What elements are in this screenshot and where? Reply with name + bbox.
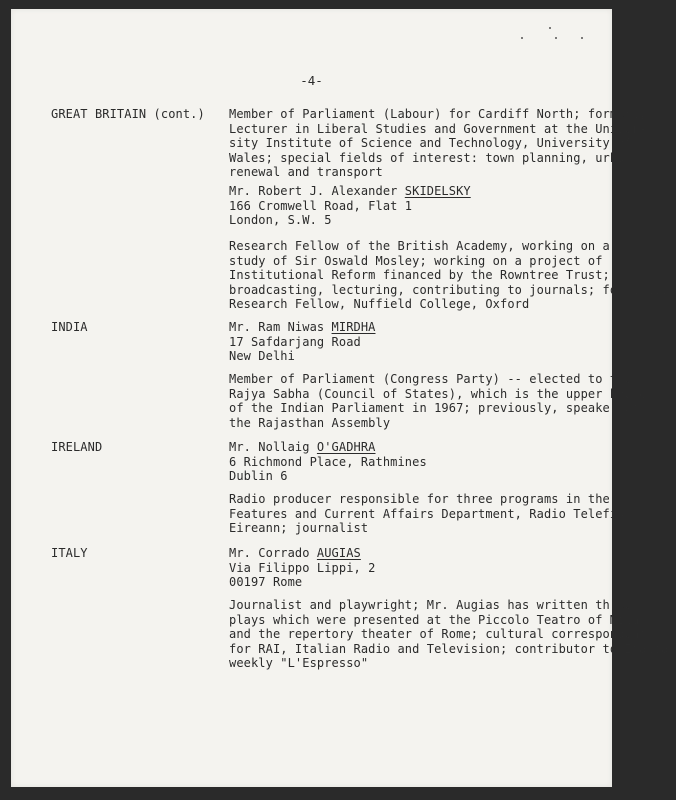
name-prefix: Mr. Corrado [229, 546, 317, 560]
address-line: Via Filippo Lippi, 2 [229, 560, 376, 575]
entry-mirdha [229, 320, 597, 364]
paper-specks [11, 27, 612, 47]
speck [521, 37, 523, 39]
address-line: 166 Cromwell Road, Flat 1 [229, 198, 413, 213]
text-line: Research Fellow, Nuffield College, Oxford [229, 297, 530, 312]
surname: MIRDHA [331, 320, 376, 334]
mirdha-description [229, 372, 647, 430]
text-line: sity Institute of Science and Technology, University of [229, 136, 632, 151]
text-line: Journalist and playwright; Mr. Augias has written three [229, 598, 632, 612]
name-prefix: Mr. Ram Niwas [229, 320, 332, 334]
name-prefix: Mr. Nollaig [229, 440, 317, 454]
surname: O'GADHRA [316, 440, 376, 454]
country-label-italy: ITALY [51, 546, 88, 560]
text-line: plays which were presented at the Piccolo Teatro of Milan [229, 612, 647, 627]
country-label-great-britain: GREAT BRITAIN (cont.) [51, 107, 205, 121]
entry-skidelsky [229, 184, 597, 228]
address-line: 6 Richmond Place, Rathmines [229, 454, 427, 469]
text-line: Eireann; journalist [229, 521, 369, 536]
person-name [229, 546, 597, 561]
country-label-india: INDIA [51, 320, 88, 334]
text-line: Research Fellow of the British Academy, working on a [229, 239, 610, 253]
text-line: Rajya Sabha (Council of States), which is the upper house [229, 386, 647, 401]
document-page [11, 9, 676, 787]
text-line: study of Sir Oswald Mosley; working on a project of [229, 253, 603, 268]
address-line: Dublin 6 [229, 469, 288, 484]
augias-description [229, 598, 676, 671]
country-label-ireland: IRELAND [51, 440, 103, 454]
person-name [229, 184, 597, 199]
text-line: Member of Parliament (Labour) for Cardiff North; formerly, [229, 107, 654, 121]
text-line: Radio producer responsible for three programs in the [229, 492, 610, 506]
name-prefix: Mr. Robert J. Alexander [229, 184, 405, 198]
speck [549, 27, 551, 29]
text-line: Features and Current Affairs Department, Radio Telefis [229, 506, 625, 521]
person-name [229, 440, 597, 455]
skidelsky-description [229, 239, 669, 312]
text-line: weekly "L'Espresso" [229, 656, 369, 671]
text-line: the Rajasthan Assembly [229, 415, 391, 430]
entry-ogadhra [229, 440, 597, 484]
text-line: for RAI, Italian Radio and Television; contributor to Italian [229, 641, 676, 656]
page-number: -4- [300, 73, 323, 88]
text-line: renewal and transport [229, 165, 383, 180]
ogadhra-description [229, 492, 625, 536]
person-name [229, 320, 597, 335]
address-line: New Delhi [229, 349, 295, 364]
entry-augias [229, 546, 597, 590]
text-line: Lecturer in Liberal Studies and Government at the Univer- [229, 121, 647, 136]
text-line: Wales; special fields of interest: town planning, urban [229, 150, 632, 165]
address-line: London, S.W. 5 [229, 213, 332, 228]
great-britain-previous-description [229, 107, 654, 180]
speck [555, 37, 557, 39]
text-line: Member of Parliament (Congress Party) -- elected to the [229, 372, 632, 386]
text-line: Institutional Reform financed by the Rowntree Trust; [229, 268, 610, 283]
text-line: of the Indian Parliament in 1967; previously, speaker of [229, 401, 640, 416]
speck [581, 37, 583, 39]
text-line: and the repertory theater of Rome; cultural correspondent [229, 627, 647, 642]
address-line: 00197 Rome [229, 575, 303, 590]
surname: SKIDELSKY [404, 184, 471, 198]
surname: AUGIAS [316, 546, 361, 560]
address-line: 17 Safdarjang Road [229, 334, 361, 349]
text-line: broadcasting, lecturing, contributing to journals; formerly, [229, 282, 669, 297]
